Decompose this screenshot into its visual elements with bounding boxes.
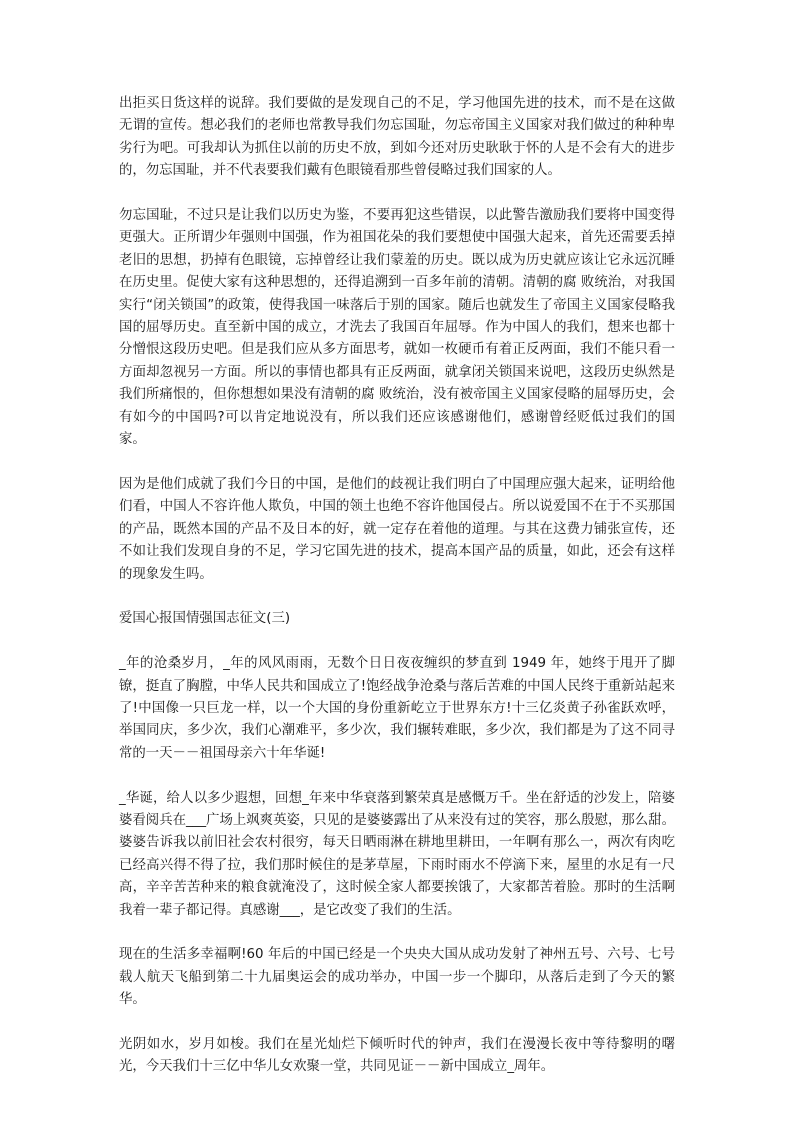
document-body — [119, 93, 675, 1079]
paragraph-1: 出拒买日货这样的说辞。我们要做的是发现自己的不足，学习他国先进的技术，而不是在这做无谓的宣传。想必我们的老师也常教导我们勿忘国耻，勿忘帝国主义国家对我们做过的种种卑劣行为吧。可我却认为抓住以前的历史不放，到如今还对历史耿耿于怀的人是不会有大的进步的，勿忘国耻，并不代表要我们戴有色眼镜看那些曾侵略过我们国家的人。 — [119, 96, 675, 179]
paragraph-2: 勿忘国耻，不过只是让我们以历史为鉴，不要再犯这些错误，以此警告激励我们要将中国变得更强大。正所谓少年强则中国强，作为祖国花朵的我们要想使中国强大起来，首先还需要丢掉老旧的思想，扔掉有色眼镜，忘掉曾经让我们蒙羞的历史。既以成为历史就应该让它永远沉睡在历史里。促使大家有这种思想的，还得追溯到一百多年前的清朝。清朝的腐 败统治，对我国实行“闭关锁国”的政策，使得我国一味落后于别的国家。随后也就发生了帝国主义国家侵略我国的屈辱历史。直至新中国的成立，才洗去了我国百年屈辱。作为中国人的我们，想来也都十分憎恨这段历史吧。但是我们应从多方面思考，就如一枚硬币有着正反两面，我们不能只看一方面却忽视另一方面。所以的事情也都具有正反两面，就拿闭关锁国来说吧，这段历史纵然是我们所痛恨的，但你想想如果没有清朝的腐 败统治，没有被帝国主义国家侵略的屈辱历史，会有如今的中国吗?可以肯定地说没有，所以我们还应该感谢他们，感谢曾经贬低过我们的国家。 — [119, 208, 675, 448]
paragraph-7: 现在的生活多幸福啊!60 年后的中国已经是一个央央大国从成功发射了神州五号、六号、七号载人航天飞船到第二十九届奥运会的成功举办，中国一步一个脚印，从落后走到了今天的繁华。 — [119, 947, 675, 1008]
paragraph-5: _年的沧桑岁月，_年的风风雨雨，无数个日日夜夜缠织的梦直到 1949 年，她终于甩开了脚镣，挺直了胸膛，中华人民共和国成立了!饱经战争沧桑与落后苦难的中国人民终于重新站起来了!中国像一只巨龙一样，以一个大国的身份重新屹立于世界东方!十三亿炎黄子孙雀跃欢呼，举国同庆，多少次，我们心潮难平，多少次，我们辗转难眠，多少次，我们都是为了这不同寻常的一天－－祖国母亲六十年华诞! — [119, 656, 675, 761]
section-heading: 爱国心报国情强国志征文(三) — [119, 611, 291, 627]
paragraph-6: _华诞，给人以多少遐想，回想_年来中华衰落到繁荣真是感慨万千。坐在舒适的沙发上，陪婆婆看阅兵在___广场上飒爽英姿，只见的是婆婆露出了从来没有过的笑容，那么殷慰，那么甜。婆婆告诉我以前旧社会农村很穷，每天日晒雨淋在耕地里耕田，一年啊有那么一，两次有肉吃已经高兴得不得了拉，我们那时候住的是茅草屋，下雨时雨水不停滴下来，屋里的水足有一尺高，辛辛苦苦种来的粮食就淹没了，这时候全家人都要挨饿了，大家都苦着脸。那时的生活啊我着一辈子都记得。真感谢___，是它改变了我们的生活。 — [119, 790, 675, 918]
paragraph-8: 光阴如水，岁月如梭。我们在星光灿烂下倾听时代的钟声，我们在漫漫长夜中等待黎明的曙光，今天我们十三亿中华儿女欢聚一堂，共同见证－－新中国成立_周年。 — [119, 1036, 675, 1075]
paragraph-3: 因为是他们成就了我们今日的中国，是他们的歧视让我们明白了中国理应强大起来，证明给他们看，中国人不容许他人欺负，中国的领土也绝不容许他国侵占。所以说爱国不在于不买那国的产品，既然本国的产品不及日本的好，就一定存在着他的道理。与其在这费力铺张宣传，还不如让我们发现自身的不足，学习它国先进的技术，提高本国产品的质量，如此，还会有这样的现象发生吗。 — [119, 476, 675, 582]
